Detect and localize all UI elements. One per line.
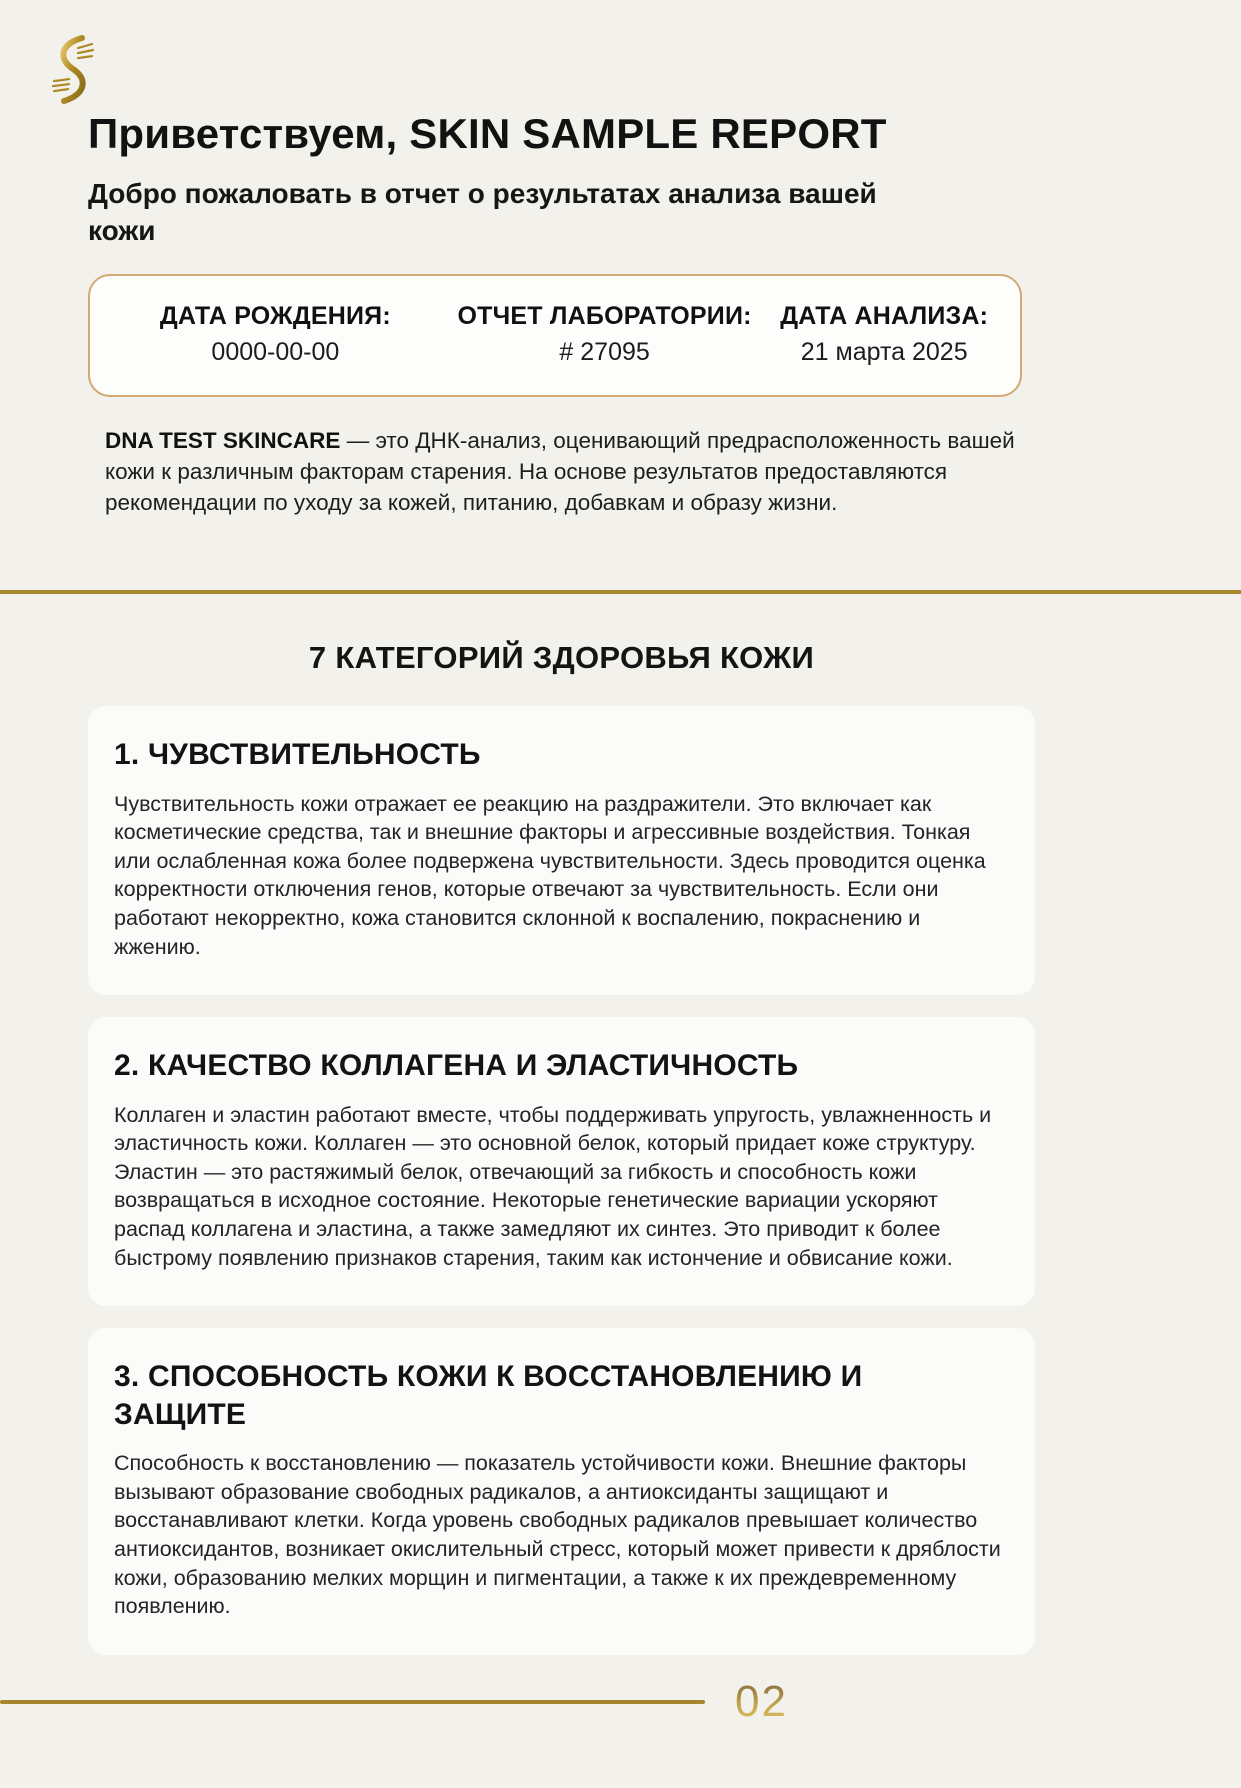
category-title: 1. ЧУВСТВИТЕЛЬНОСТЬ xyxy=(114,738,481,772)
page-subtitle: Добро пожаловать в отчет о результатах анализа вашей кожи xyxy=(88,178,877,246)
section-title: 7 КАТЕГОРИЙ ЗДОРОВЬЯ КОЖИ xyxy=(308,640,815,676)
page-number: 02 xyxy=(735,1677,788,1726)
info-value: 21 марта 2025 xyxy=(800,337,968,366)
category-card-collagen xyxy=(88,1017,1035,1306)
gold-divider xyxy=(0,590,1241,594)
page-title: Приветствуем, SKIN SAMPLE REPORT xyxy=(88,110,887,157)
info-label: ОТЧЕТ ЛАБОРАТОРИИ: xyxy=(457,301,752,330)
info-value: # 27095 xyxy=(559,337,650,366)
info-field-analysis-date xyxy=(762,302,1006,367)
category-title: 3. СПОСОБНОСТЬ КОЖИ К ВОССТАНОВЛЕНИЮ И ЗАЩИТЕ xyxy=(114,1360,863,1431)
intro-paragraph xyxy=(105,425,1060,518)
footer-gold-line xyxy=(0,1700,705,1704)
info-label: ДАТА РОЖДЕНИЯ: xyxy=(159,301,391,330)
info-value: 0000-00-00 xyxy=(211,337,340,366)
intro-text: — это ДНК-анализ, оценивающий предрасположенность вашей кожи к различным факторам старения. На основе результатов предоставляются рекомендации по уходу за кожей, питанию, добавкам и образу жизни. xyxy=(105,427,1015,515)
category-body: Коллаген и эластин работают вместе, чтобы поддерживать упругость, увлажненность и эластичность кожи. Коллаген — это основной белок, который придает коже структуру. Эластин — это растяжимый белок, отвечающий за гибкость и способность кожи возвращаться в исходное состояние. Некоторые генетические вариации ускоряют распад коллагена и эластина, а также замедляют их синтез. Это приводит к более быстрому появлению признаков старения, таким как истончение и обвисание кожи. xyxy=(114,1102,992,1270)
info-field-birth-date xyxy=(104,302,447,367)
info-label: ДАТА АНАЛИЗА: xyxy=(780,301,989,330)
category-card-repair xyxy=(88,1328,1035,1655)
category-body: Чувствительность кожи отражает ее реакцию на раздражители. Это включает как косметические средства, так и внешние факторы и агрессивные воздействия. Тонкая или ослабленная кожа более подвержена чувствительности. Здесь проводится оценка корректности отключения генов, которые отвечают за чувствительность. Если они работают некорректно, кожа становится склонной к воспалению, покраснению и жжению. xyxy=(114,791,986,959)
category-title: 2. КАЧЕСТВО КОЛЛАГЕНА И ЭЛАСТИЧНОСТЬ xyxy=(114,1049,799,1083)
category-body: Способность к восстановлению — показатель устойчивости кожи. Внешние факторы вызывают образование свободных радикалов, а антиоксиданты защищают и восстанавливают клетки. Когда уровень свободных радикалов превышает количество антиоксидантов, возникает окислительный стресс, который может привести к дряблости кожи, образованию мелких морщин и пигментации, а также к их преждевременному появлению. xyxy=(114,1451,1001,1619)
dna-helix-icon xyxy=(46,34,100,106)
report-page xyxy=(0,34,1241,1788)
page-footer xyxy=(0,1677,1241,1727)
intro-lead: DNA TEST SKINCARE xyxy=(105,427,341,453)
category-card-sensitivity xyxy=(88,706,1035,995)
report-info-box xyxy=(88,274,1022,397)
info-field-lab-report xyxy=(447,302,763,367)
